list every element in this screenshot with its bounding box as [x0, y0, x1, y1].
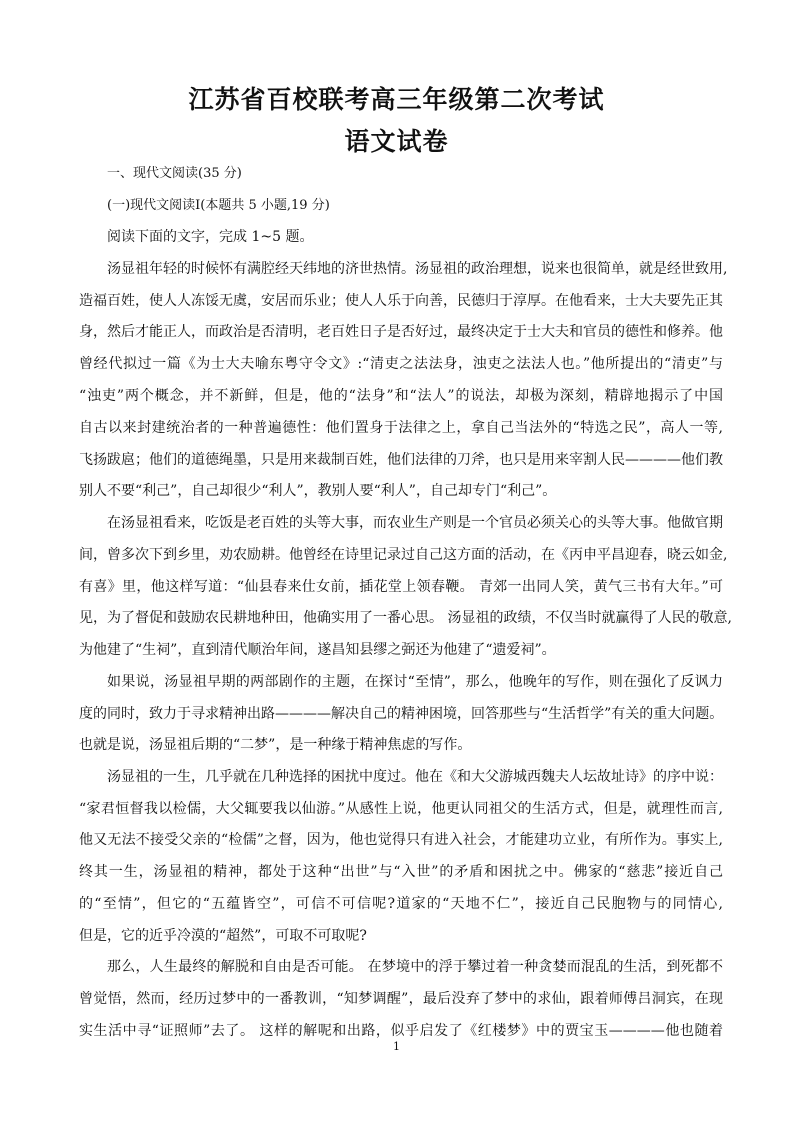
paragraph-2-line-2: 间，曾多次下到乡里，劝农励耕。他曾经在诗里记录过自己这方面的活动，在《丙申平昌迎春，晓云如金,	[79, 547, 728, 563]
paragraph-2-line-1: 在汤显祖看来，吃饭是老百姓的头等大事，而农业生产则是一个官员必须关心的头等大事。他做官期	[107, 515, 723, 531]
page-subtitle: 语文试卷	[344, 127, 449, 156]
paragraph-5-line-3: 实生活中寻“证照师”去了。 这样的解呢和出路，似乎启发了《红楼梦》中的贾宝玉————他也随着	[79, 1023, 723, 1039]
page-number: 1	[393, 1040, 400, 1053]
paragraph-4-line-1: 汤显祖的一生，几乎就在几种选择的困扰中度过。他在《和大父游城西魏夫人坛故址诗》的序中说：	[107, 769, 723, 785]
paragraph-1-line-3: 身，然后才能正人，而政治是否清明，老百姓日子是否好过，最终决定于士大夫和官员的德性和修养。他	[79, 324, 723, 340]
paragraph-1-line-8: 别人不要“利己”，自己却很少“利人”，教别人要“利人”，自己却专门“利己”。	[79, 483, 557, 499]
paragraph-1-line-6: 自古以来封建统治者的一种普遍德性：他们置身于法律之上，拿自己当法外的“特选之民”，高人一等,	[79, 420, 723, 436]
paragraph-1-line-2: 造福百姓，使人人冻馁无虞，安居而乐业；使人人乐于向善，民德归于淳厚。在他看来，士大夫要先正其	[79, 293, 723, 309]
paragraph-2-line-3: 有喜》里，他这样写道：“仙县春来仕女前，插花堂上领春鞭。 青郊一出同人笑，黄气三书有大年。”可	[79, 579, 723, 595]
paragraph-3-line-1: 如果说，汤显祖早期的两部剧作的主题，在探讨“至情”，那么，他晚年的写作，则在强化了反讽力	[107, 674, 723, 690]
paragraph-1-line-5: “浊吏”两个概念，并不新鲜，但是，他的“法身”和“法人”的说法，却极为深刻，精辟地揭示了中国	[79, 388, 723, 404]
paragraph-5-line-2: 曾觉悟，然而，经历过梦中的一番教训，“知梦调醒”，最后没弃了梦中的求仙，跟着师傅吕洞宾，在现	[79, 991, 723, 1007]
paragraph-1-line-4: 曾经代拟过一篇《为士大夫喻东粤守令文》:“清吏之法法身，浊吏之法法人也。”他所提出的“清吏”与	[79, 356, 723, 372]
page-title: 江苏省百校联考高三年级第二次考试	[188, 85, 605, 114]
paragraph-4-line-4: 终其一生，汤显祖的精神，都处于这种“出世”与“入世”的矛盾和困扰之中。佛家的“慈悲”接近自己	[79, 864, 723, 880]
subsection-heading: (一)现代文阅读Ⅰ(本题共 5 小题,19 分)	[107, 198, 330, 213]
section-heading: 一、现代文阅读(35 分)	[107, 166, 242, 181]
paragraph-4-line-2: “家君恒督我以检儒，大父辄要我以仙游。”从感性上说，他更认同祖父的生活方式，但是，就理性而言,	[79, 801, 723, 817]
paragraph-5-line-1: 那么，人生最终的解脱和自由是否可能。 在梦境中的浮于攀过着一种贪婪而混乱的生活，到死都不	[107, 959, 723, 975]
paragraph-4-line-5: 的“至情”，但它的“五蕴皆空”，可信不可信呢?道家的“天地不仁”，接近自己民胞物与的同情心,	[79, 896, 723, 912]
paragraph-4-line-3: 他又无法不接受父亲的“检儒”之督，因为，他也觉得只有进入社会，才能建功立业，有所作为。事实上,	[79, 832, 723, 848]
paragraph-4-line-6: 但是，它的近乎冷漠的“超然”，可取不可取呢?	[79, 928, 367, 944]
paragraph-1-line-7: 飞扬跋扈；他们的道德绳墨，只是用来裁制百姓，他们法律的刀斧，也只是用来宰割人民————他们教	[79, 452, 723, 468]
paragraph-2-line-5: 为他建了“生祠”，直到清代顺治年间，遂昌知县缪之弼还为他建了“遗爱祠”。	[79, 642, 556, 658]
paragraph-1-line-1: 汤显祖年轻的时候怀有满腔经天纬地的济世热情。汤显祖的政治理想，说来也很简单，就是经世致用,	[107, 261, 728, 277]
paragraph-3-line-3: 也就是说，汤显祖后期的“二梦”，是一种缘于精神焦虑的写作。	[79, 737, 472, 753]
paragraph-2-line-4: 见，为了督促和鼓励农民耕地种田，他确实用了一番心思。 汤显祖的政绩，不仅当时就赢得了人民的敬意,	[79, 610, 732, 626]
paragraph-3-line-2: 度的同时，致力于寻求精神出路————解决自己的精神困境，回答那些与“生活哲学”有关的重大问题。	[79, 706, 724, 722]
reading-instruction: 阅读下面的文字，完成 1~5 题。	[107, 229, 314, 245]
